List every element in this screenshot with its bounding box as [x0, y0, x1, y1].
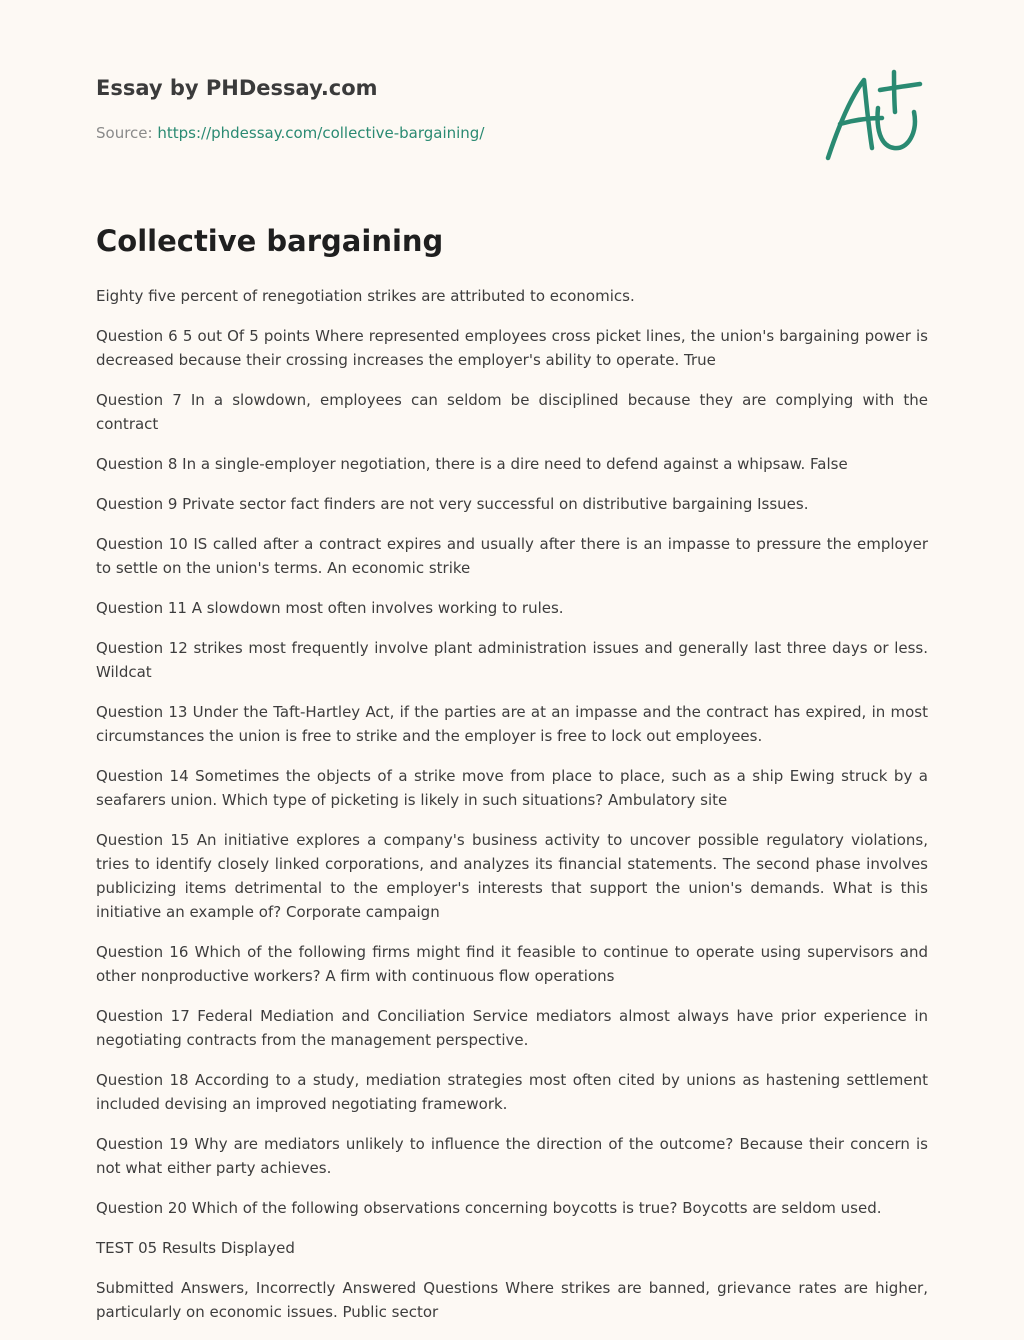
site-brand: Essay by PHDessay.com	[96, 76, 378, 100]
essay-page	[96, 0, 928, 1321]
source-label: Source:	[96, 124, 153, 142]
essay-title: Collective bargaining	[96, 224, 444, 258]
paragraph: Question 9 Private sector fact finders are not very successful on distributive bargaining Issues.	[96, 495, 809, 513]
paragraph: Question 10 IS called after a contract expires and usually after there is an impasse to pressure the employer to settle on the union's terms. An economic strike	[96, 535, 928, 577]
essay-body	[96, 284, 928, 1340]
paragraph: Question 19 Why are mediators unlikely to influence the direction of the outcome? Because their concern is not what either party achieves.	[96, 1135, 928, 1177]
paragraph: Question 14 Sometimes the objects of a strike move from place to place, such as a ship Ewing struck by a seafarers union. Which type of picketing is likely in such situations? Ambulatory site	[96, 767, 928, 809]
paragraph: Question 12 strikes most frequently involve plant administration issues and generally last three days or less. Wildcat	[96, 639, 928, 681]
paragraph: Submitted Answers, Incorrectly Answered Questions Where strikes are banned, grievance rates are higher, particularly on economic issues. Public sector	[96, 1279, 928, 1321]
paragraph: Question 20 Which of the following observations concerning boycotts is true? Boycotts are seldom used.	[96, 1199, 882, 1217]
paragraph: Question 17 Federal Mediation and Conciliation Service mediators almost always have prior experience in negotiating contracts from the management perspective.	[96, 1007, 928, 1049]
source-line	[96, 124, 484, 142]
paragraph: Question 11 A slowdown most often involves working to rules.	[96, 599, 564, 617]
paragraph: Question 6 5 out Of 5 points Where represented employees cross picket lines, the union's bargaining power is decreased because their crossing increases the employer's ability to operate. True	[96, 327, 928, 369]
paragraph: Question 16 Which of the following firms might find it feasible to continue to operate using supervisors and other nonproductive workers? A firm with continuous flow operations	[96, 943, 928, 985]
paragraph: Eighty five percent of renegotiation strikes are attributed to economics.	[96, 287, 635, 305]
source-link[interactable]: https://phdessay.com/collective-bargaining/	[157, 124, 485, 142]
page-header	[96, 0, 928, 190]
paragraph: Question 7 In a slowdown, employees can seldom be disciplined because they are complying with the contract	[96, 391, 928, 433]
paragraph: Question 8 In a single-employer negotiation, there is a dire need to defend against a whipsaw. False	[96, 455, 848, 473]
paragraph: Question 13 Under the Taft-Hartley Act, if the parties are at an impasse and the contract has expired, in most circumstances the union is free to strike and the employer is free to lock out employees.	[96, 703, 928, 745]
paragraph: Question 18 According to a study, mediation strategies most often cited by unions as hastening settlement included devising an improved negotiating framework.	[96, 1071, 928, 1113]
paragraph: TEST 05 Results Displayed	[96, 1239, 295, 1257]
a-plus-grade-icon	[824, 68, 928, 164]
paragraph: Question 15 An initiative explores a company's business activity to uncover possible regulatory violations, tries to identify closely linked corporations, and analyzes its financial statements. The second phase involves publicizing items detrimental to the employer's interests that support the union's demands. What is this initiative an example of? Corporate campaign	[96, 831, 928, 921]
